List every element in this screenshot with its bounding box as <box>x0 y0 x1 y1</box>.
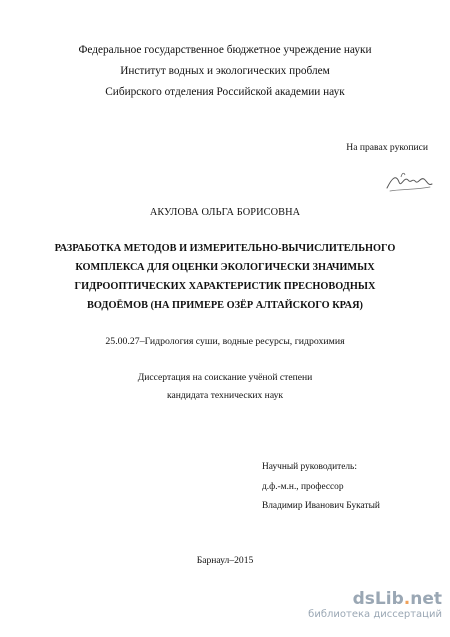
supervisor-degree: д.ф.-м.н., профессор <box>262 482 344 492</box>
dslib-watermark[interactable] <box>308 591 442 620</box>
title-line-2: КОМПЛЕКСА ДЛЯ ОЦЕНКИ ЭКОЛОГИЧЕСКИ ЗНАЧИМЫХ <box>75 262 375 273</box>
supervisor-label: Научный руководитель: <box>262 462 357 472</box>
institution-line-2: Институт водных и экологических проблем <box>120 65 330 77</box>
watermark-subtitle: библиотека диссертаций <box>308 609 442 620</box>
rights-note: На правах рукописи <box>346 142 428 153</box>
signature-icon <box>384 168 436 196</box>
title-line-1: РАЗРАБОТКА МЕТОДОВ И ИЗМЕРИТЕЛЬНО-ВЫЧИСЛИТЕЛЬНОГО <box>54 243 396 254</box>
specialty-code: 25.00.27–Гидрология суши, водные ресурсы, гидрохимия <box>105 336 345 347</box>
title-line-4: ВОДОЁМОВ (НА ПРИМЕРЕ ОЗЁР АЛТАЙСКОГО КРАЯ) <box>87 300 363 311</box>
author-name: АКУЛОВА ОЛЬГА БОРИСОВНА <box>149 207 301 218</box>
city-year: Барнаул–2015 <box>196 555 254 566</box>
watermark-brand-tld: net <box>410 589 442 609</box>
dissertation-line-2: кандидата технических наук <box>166 390 284 401</box>
watermark-brand-main: dsLib <box>352 589 404 609</box>
title-line-3: ГИДРООПТИЧЕСКИХ ХАРАКТЕРИСТИК ПРЕСНОВОДНЫХ <box>74 281 376 292</box>
watermark-brand-dot: . <box>403 589 411 609</box>
supervisor-name: Владимир Иванович Букатый <box>262 501 380 511</box>
institution-line-3: Сибирского отделения Российской академии наук <box>105 86 345 98</box>
institution-line-1: Федеральное государственное бюджетное учреждение науки <box>78 44 372 56</box>
watermark-brand <box>308 591 442 608</box>
dissertation-title <box>36 239 414 315</box>
dissertation-line-1: Диссертация на соискание учёной степени <box>137 372 313 383</box>
